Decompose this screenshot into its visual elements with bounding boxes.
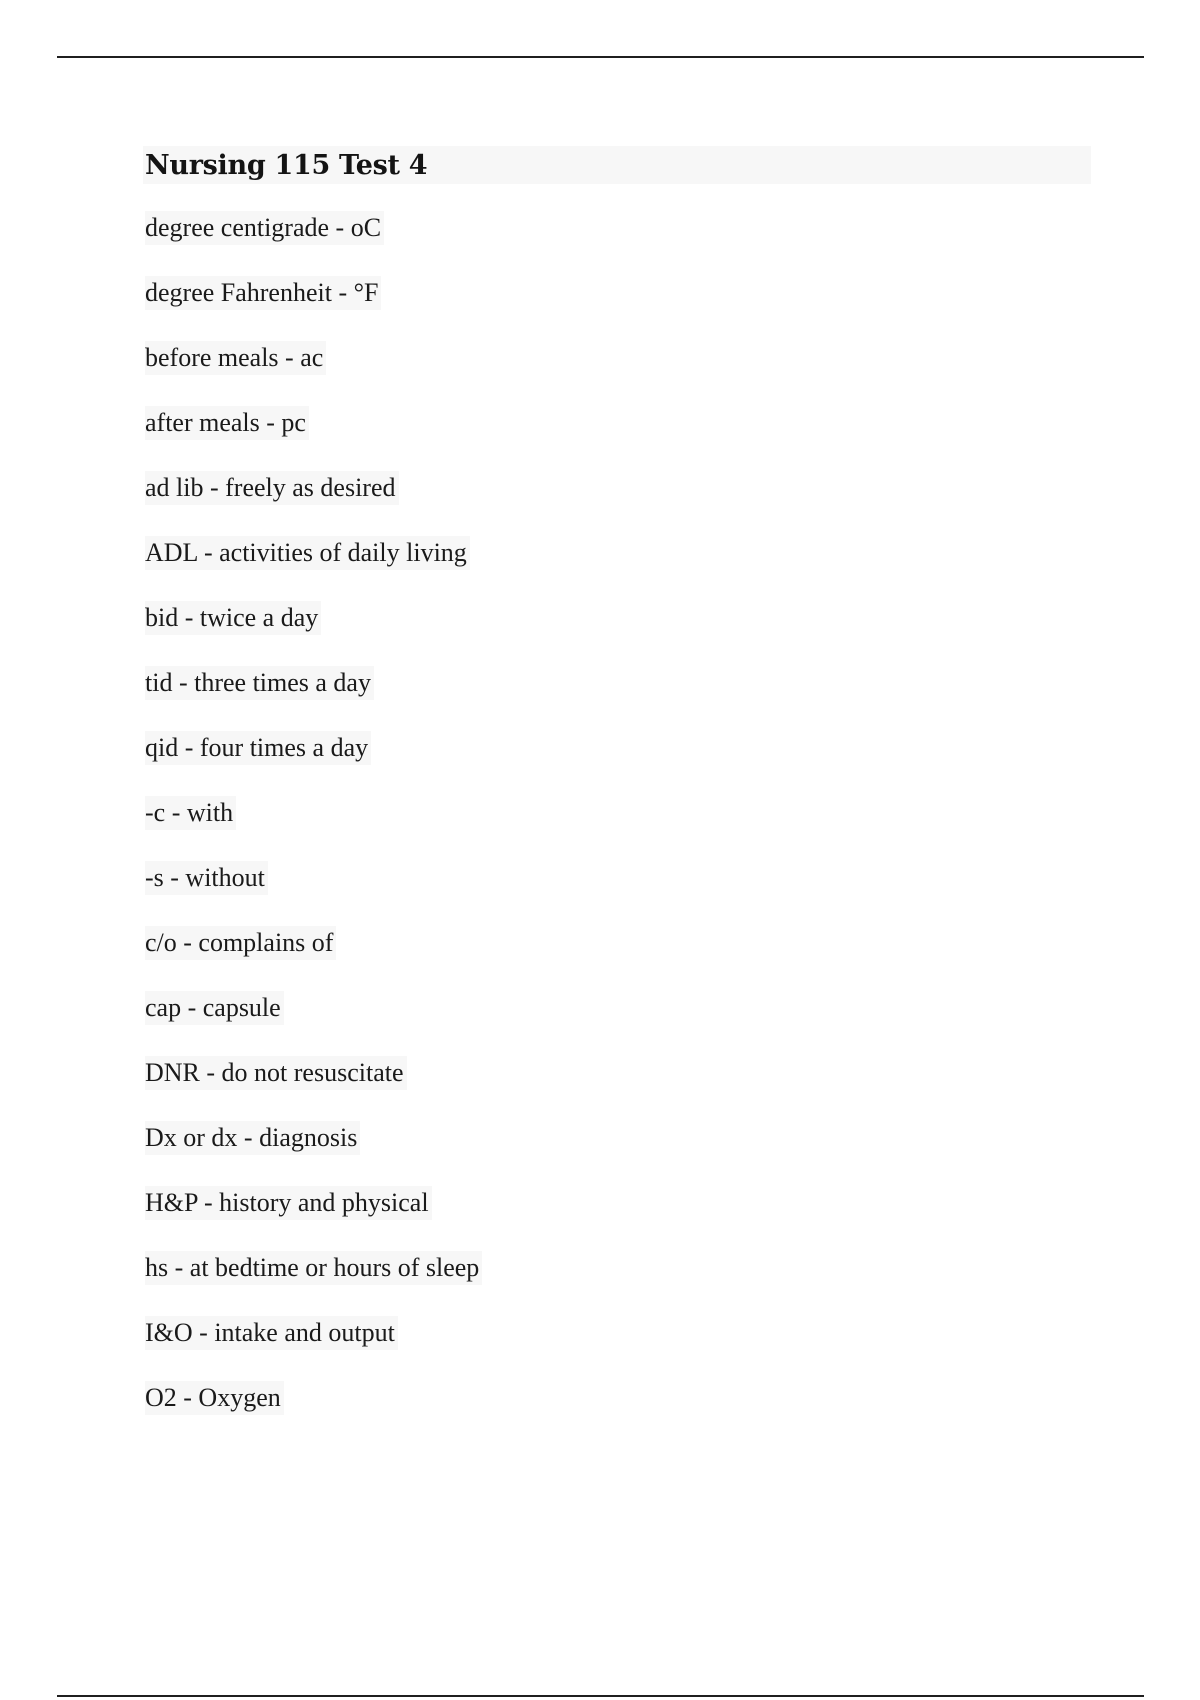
term-text: degree centigrade - oC — [145, 211, 384, 245]
term-text: cap - capsule — [145, 991, 284, 1025]
top-divider — [57, 56, 1144, 58]
list-item — [145, 666, 482, 731]
term-text: Dx or dx - diagnosis — [145, 1121, 360, 1155]
list-item — [145, 536, 482, 601]
term-text: -s - without — [145, 861, 268, 895]
term-text: O2 - Oxygen — [145, 1381, 284, 1415]
list-item — [145, 601, 482, 666]
term-text: before meals - ac — [145, 341, 326, 375]
term-text: tid - three times a day — [145, 666, 374, 700]
list-item — [145, 861, 482, 926]
term-text: H&P - history and physical — [145, 1186, 432, 1220]
list-item — [145, 471, 482, 536]
term-text: I&O - intake and output — [145, 1316, 398, 1350]
term-text: ad lib - freely as desired — [145, 471, 399, 505]
term-text: qid - four times a day — [145, 731, 371, 765]
list-item — [145, 1251, 482, 1316]
list-item — [145, 991, 482, 1056]
term-text: -c - with — [145, 796, 236, 830]
bottom-divider — [57, 1695, 1144, 1697]
list-item — [145, 1381, 482, 1446]
term-text: hs - at bedtime or hours of sleep — [145, 1251, 482, 1285]
term-text: c/o - complains of — [145, 926, 336, 960]
term-text: after meals - pc — [145, 406, 309, 440]
list-item — [145, 406, 482, 471]
list-item — [145, 211, 482, 276]
term-text: bid - twice a day — [145, 601, 321, 635]
list-item — [145, 1121, 482, 1186]
title-bar — [143, 146, 1091, 184]
term-list — [145, 211, 482, 1446]
list-item — [145, 1316, 482, 1381]
list-item — [145, 341, 482, 406]
term-text: DNR - do not resuscitate — [145, 1056, 407, 1090]
list-item — [145, 1056, 482, 1121]
term-text: degree Fahrenheit - °F — [145, 276, 381, 310]
document-title: Nursing 115 Test 4 — [145, 149, 428, 181]
list-item — [145, 276, 482, 341]
list-item — [145, 796, 482, 861]
list-item — [145, 1186, 482, 1251]
list-item — [145, 926, 482, 991]
term-text: ADL - activities of daily living — [145, 536, 470, 570]
list-item — [145, 731, 482, 796]
